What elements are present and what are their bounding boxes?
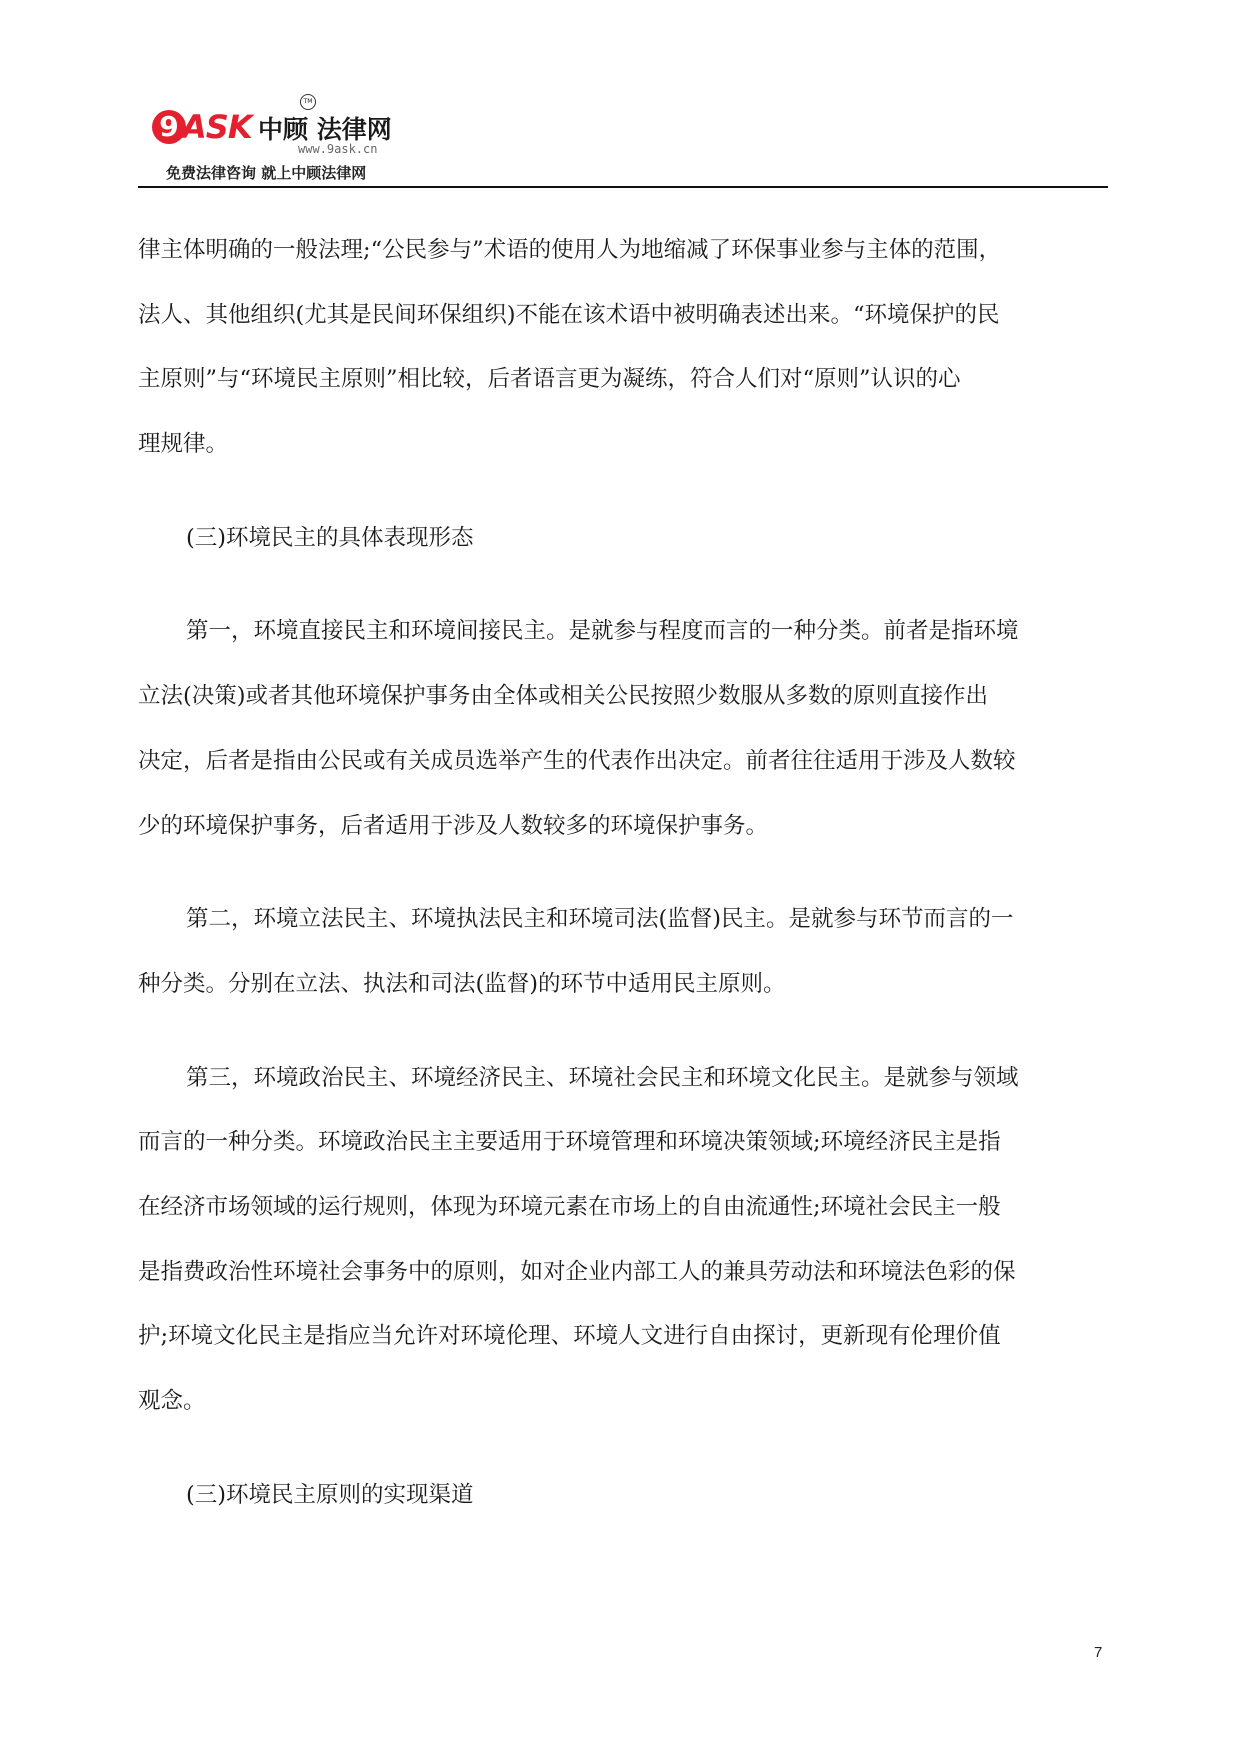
text-line: 法人、其他组织(尤其是民间环保组织)不能在该术语中被明确表述出来。“环境保护的民 bbox=[138, 301, 1000, 328]
document-body bbox=[138, 218, 1110, 1527]
logo-9-mark: 9 bbox=[152, 110, 186, 144]
text-line: 种分类。分别在立法、执法和司法(监督)的环节中适用民主原则。 bbox=[138, 970, 786, 997]
paragraph-3 bbox=[138, 887, 1110, 1016]
paragraph-4 bbox=[138, 1046, 1110, 1434]
text-line: 主原则”与“环境民主原则”相比较，后者语言更为凝练，符合人们对“原则”认识的心 bbox=[138, 366, 961, 393]
text-line: 在经济市场领域的运行规则，体现为环境元素在市场上的自由流通性;环境社会民主一般 bbox=[138, 1193, 1001, 1220]
logo-url: www.9ask.cn bbox=[298, 142, 378, 156]
page-number: 7 bbox=[1094, 1644, 1103, 1661]
logo-ask-text: ASK bbox=[182, 108, 252, 146]
text-line: 是指费政治性环境社会事务中的原则，如对企业内部工人的兼具劳动法和环境法色彩的保 bbox=[138, 1258, 1016, 1285]
text-line: 第一，环境直接民主和环境间接民主。是就参与程度而言的一种分类。前者是指环境 bbox=[186, 618, 1019, 645]
site-logo bbox=[152, 98, 412, 184]
text-line: 观念。 bbox=[138, 1388, 206, 1414]
text-line: 律主体明确的一般法理;“公民参与”术语的使用人为地缩减了环保事业参与主体的范围， bbox=[138, 237, 1002, 263]
paragraph-2 bbox=[138, 599, 1110, 858]
text-line: 护;环境文化民主是指应当允许对环境伦理、环境人文进行自由探讨，更新现有伦理价值 bbox=[138, 1323, 1001, 1350]
logo-slogan: 免费法律咨询 就上中顾法律网 bbox=[166, 164, 367, 182]
text-line: 少的环境保护事务，后者适用于涉及人数较多的环境保护事务。 bbox=[138, 812, 769, 839]
header-divider bbox=[138, 186, 1108, 188]
heading-line: (三)环境民主原则的实现渠道 bbox=[186, 1481, 474, 1508]
heading-line: (三)环境民主的具体表现形态 bbox=[186, 524, 474, 551]
text-line: 第二，环境立法民主、环境执法民主和环境司法(监督)民主。是就参与环节而言的一 bbox=[186, 906, 1014, 933]
text-line: 决定，后者是指由公民或有关成员选举产生的代表作出决定。前者往往适用于涉及人数较 bbox=[138, 747, 1016, 774]
text-line: 而言的一种分类。环境政治民主主要适用于环境管理和环境决策领域;环境经济民主是指 bbox=[138, 1129, 1001, 1156]
text-line: 第三，环境政治民主、环境经济民主、环境社会民主和环境文化民主。是就参与领域 bbox=[186, 1064, 1019, 1091]
logo-chinese-text: 中顾 法律网 bbox=[258, 115, 392, 144]
page-header bbox=[138, 92, 1108, 188]
trademark-icon: TM bbox=[300, 94, 316, 110]
text-line: 理规律。 bbox=[138, 431, 229, 458]
section-heading bbox=[138, 1463, 1110, 1528]
paragraph-1 bbox=[138, 218, 1110, 477]
text-line: 立法(决策)或者其他环境保护事务由全体或相关公民按照少数服从多数的原则直接作出 bbox=[138, 683, 989, 710]
section-heading bbox=[138, 506, 1110, 571]
